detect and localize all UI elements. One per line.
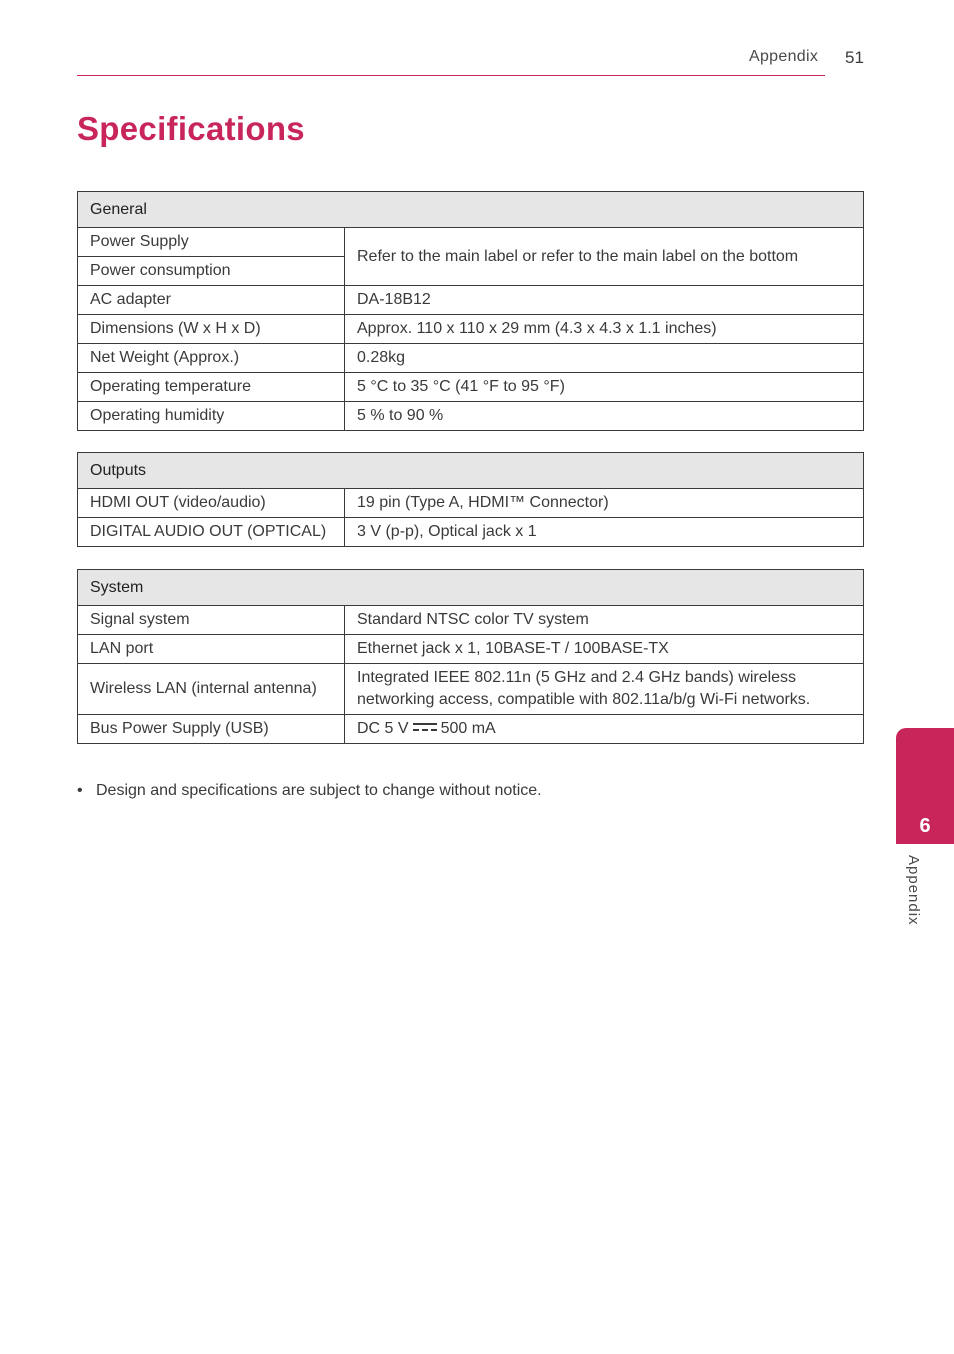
spec-value: Ethernet jack x 1, 10BASE-T / 100BASE-TX [345, 635, 864, 664]
general-spec-table [77, 191, 864, 431]
chapter-tab [896, 728, 954, 844]
general-heading: General [78, 192, 864, 228]
spec-label: Operating temperature [78, 373, 345, 402]
spec-value-line: networking access, compatible with 802.11a/b/g Wi-Fi networks. [357, 691, 811, 708]
table-row [78, 664, 864, 715]
table-row [78, 715, 864, 744]
spec-value: 3 V (p-p), Optical jack x 1 [345, 518, 864, 547]
outputs-spec-table [77, 452, 864, 547]
system-spec-table [77, 569, 864, 744]
table-header-row [78, 453, 864, 489]
dc-current-symbol-icon [413, 720, 437, 738]
power-value: Refer to the main label or refer to the main label on the bottom [345, 228, 864, 286]
spec-value [345, 664, 864, 715]
spec-label: Signal system [78, 606, 345, 635]
table-header-row [78, 192, 864, 228]
spec-value: 5 % to 90 % [345, 402, 864, 431]
spec-value: 5 °C to 35 °C (41 °F to 95 °F) [345, 373, 864, 402]
spec-value: Approx. 110 x 110 x 29 mm (4.3 x 4.3 x 1.1 inches) [345, 315, 864, 344]
spec-value-line: Integrated IEEE 802.11n (5 GHz and 2.4 GHz bands) wireless [357, 669, 797, 686]
spec-label: Wireless LAN (internal antenna) [78, 664, 345, 715]
spec-label: Bus Power Supply (USB) [78, 715, 345, 744]
spec-value: Standard NTSC color TV system [345, 606, 864, 635]
table-row [78, 518, 864, 547]
system-heading: System [78, 570, 864, 606]
spec-label: LAN port [78, 635, 345, 664]
page-number: 51 [845, 48, 864, 67]
spec-value: 19 pin (Type A, HDMI™ Connector) [345, 489, 864, 518]
spec-value: 0.28kg [345, 344, 864, 373]
header-section-title: Appendix [749, 48, 819, 65]
dc-voltage-text: DC 5 V [357, 720, 409, 738]
table-row [78, 228, 864, 257]
header-divider [77, 75, 825, 76]
outputs-heading: Outputs [78, 453, 864, 489]
page-title: Specifications [77, 110, 305, 147]
spec-value: DA-18B12 [345, 286, 864, 315]
spec-label: Dimensions (W x H x D) [78, 315, 345, 344]
dc-current-text: 500 mA [440, 720, 496, 738]
table-row [78, 606, 864, 635]
spec-label: DIGITAL AUDIO OUT (OPTICAL) [78, 518, 345, 547]
table-header-row [78, 570, 864, 606]
bullet: • [77, 782, 83, 799]
spec-label: HDMI OUT (video/audio) [78, 489, 345, 518]
power-supply-label: Power Supply [78, 228, 345, 257]
table-row [78, 402, 864, 431]
footnote-text: Design and specifications are subject to change without notice. [96, 782, 542, 799]
chapter-label: Appendix [905, 855, 922, 926]
chapter-number: 6 [919, 815, 931, 837]
footnote [77, 782, 542, 800]
spec-label: AC adapter [78, 286, 345, 315]
table-row [78, 344, 864, 373]
power-consumption-label: Power consumption [78, 257, 345, 286]
table-row [78, 373, 864, 402]
table-row [78, 286, 864, 315]
table-row [78, 635, 864, 664]
table-row [78, 315, 864, 344]
spec-value [345, 715, 864, 744]
spec-label: Operating humidity [78, 402, 345, 431]
table-row [78, 489, 864, 518]
spec-label: Net Weight (Approx.) [78, 344, 345, 373]
